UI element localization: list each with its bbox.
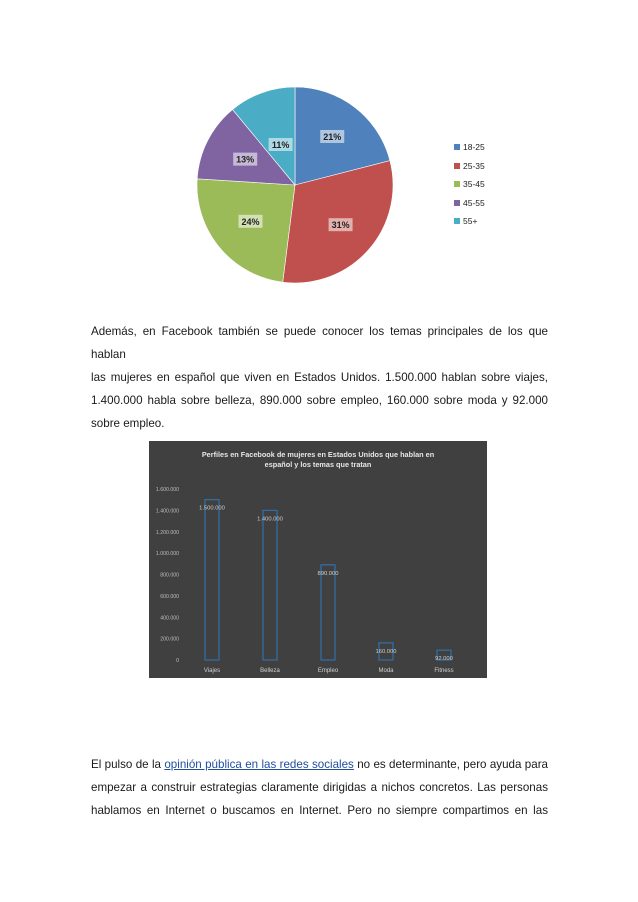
paragraph-line: Además, en Facebook también se puede conocer los temas principales de los que hablan — [91, 325, 548, 361]
bar-value-label: 160.000 — [375, 648, 397, 655]
paragraph-line: 1.400.000 habla sobre belleza, 890.000 sobre empleo, 160.000 sobre moda y 92.000 — [91, 394, 548, 407]
x-category-label: Empleo — [317, 668, 339, 674]
bar-value-label: 1.500.000 — [199, 505, 225, 512]
legend-label: 55+ — [463, 216, 478, 226]
pie-data-label: 31% — [331, 220, 350, 231]
y-tick-label: 1.400.000 — [155, 508, 179, 515]
legend-swatch — [454, 144, 460, 150]
x-category-label: Moda — [378, 668, 394, 674]
y-tick-label: 1.000.000 — [155, 551, 179, 558]
pie-data-label: 24% — [241, 216, 260, 227]
paragraph-line: sobre empleo. — [91, 417, 165, 430]
bar-value-label: 1.400.000 — [257, 516, 283, 523]
paragraph-text: El pulso de la — [91, 758, 165, 771]
legend-label: 18-25 — [463, 142, 485, 152]
bar-chart — [149, 441, 487, 678]
pie-data-label: 21% — [323, 131, 342, 142]
chart-title-line: Perfiles en Facebook de mujeres en Estados Unidos que hablan en — [201, 450, 435, 459]
legend-swatch — [454, 218, 460, 224]
y-tick-label: 0 — [176, 658, 179, 664]
pie-data-label: 11% — [271, 139, 290, 150]
bar-chart-panel — [149, 441, 487, 678]
legend-item — [452, 175, 498, 194]
body-paragraph — [91, 753, 548, 822]
opinion-link[interactable]: opinión pública en las redes sociales — [164, 758, 354, 771]
pie-slice — [197, 179, 295, 282]
legend-item — [452, 212, 498, 231]
legend-swatch — [454, 181, 460, 187]
body-paragraph — [91, 320, 548, 435]
paragraph-line: empezar a construir estrategias claramente dirigidas a nichos concretos. Las personas — [91, 781, 548, 794]
paragraph-line: las mujeres en español que viven en Estados Unidos. 1.500.000 hablan sobre viajes, — [91, 371, 548, 384]
x-category-label: Fitness — [434, 668, 454, 674]
legend-item — [452, 157, 498, 176]
legend-label: 45-55 — [463, 197, 485, 208]
bar-value-label: 890.000 — [317, 570, 339, 577]
legend-swatch — [454, 200, 460, 206]
y-tick-label: 800.000 — [160, 572, 179, 579]
y-tick-label: 1.600.000 — [155, 487, 179, 493]
y-tick-label: 400.000 — [160, 615, 179, 622]
bar-value-label: 92.000 — [435, 656, 453, 663]
paragraph-line: hablamos en Internet o buscamos en Internet. Pero no siempre compartimos en las — [91, 804, 548, 817]
legend-item — [452, 194, 498, 213]
legend-label: 35-45 — [463, 179, 485, 189]
legend-item — [452, 138, 498, 157]
legend-label: 25-35 — [463, 160, 485, 171]
pie-data-label: 13% — [236, 154, 255, 165]
y-tick-label: 600.000 — [160, 593, 179, 600]
bar — [263, 510, 277, 660]
pie-legend — [452, 138, 498, 232]
paragraph-text: no es determinante, pero ayuda para — [353, 758, 548, 771]
paragraph-line — [91, 753, 548, 776]
legend-swatch — [454, 163, 460, 169]
bar — [205, 500, 219, 660]
x-category-label: Belleza — [260, 668, 280, 674]
chart-title-line: español y los temas que tratan — [264, 460, 372, 469]
y-tick-label: 1.200.000 — [155, 529, 179, 536]
y-tick-label: 200.000 — [160, 636, 179, 643]
pie-chart — [150, 80, 440, 290]
bar — [321, 565, 335, 660]
x-category-label: Viajes — [203, 668, 221, 674]
